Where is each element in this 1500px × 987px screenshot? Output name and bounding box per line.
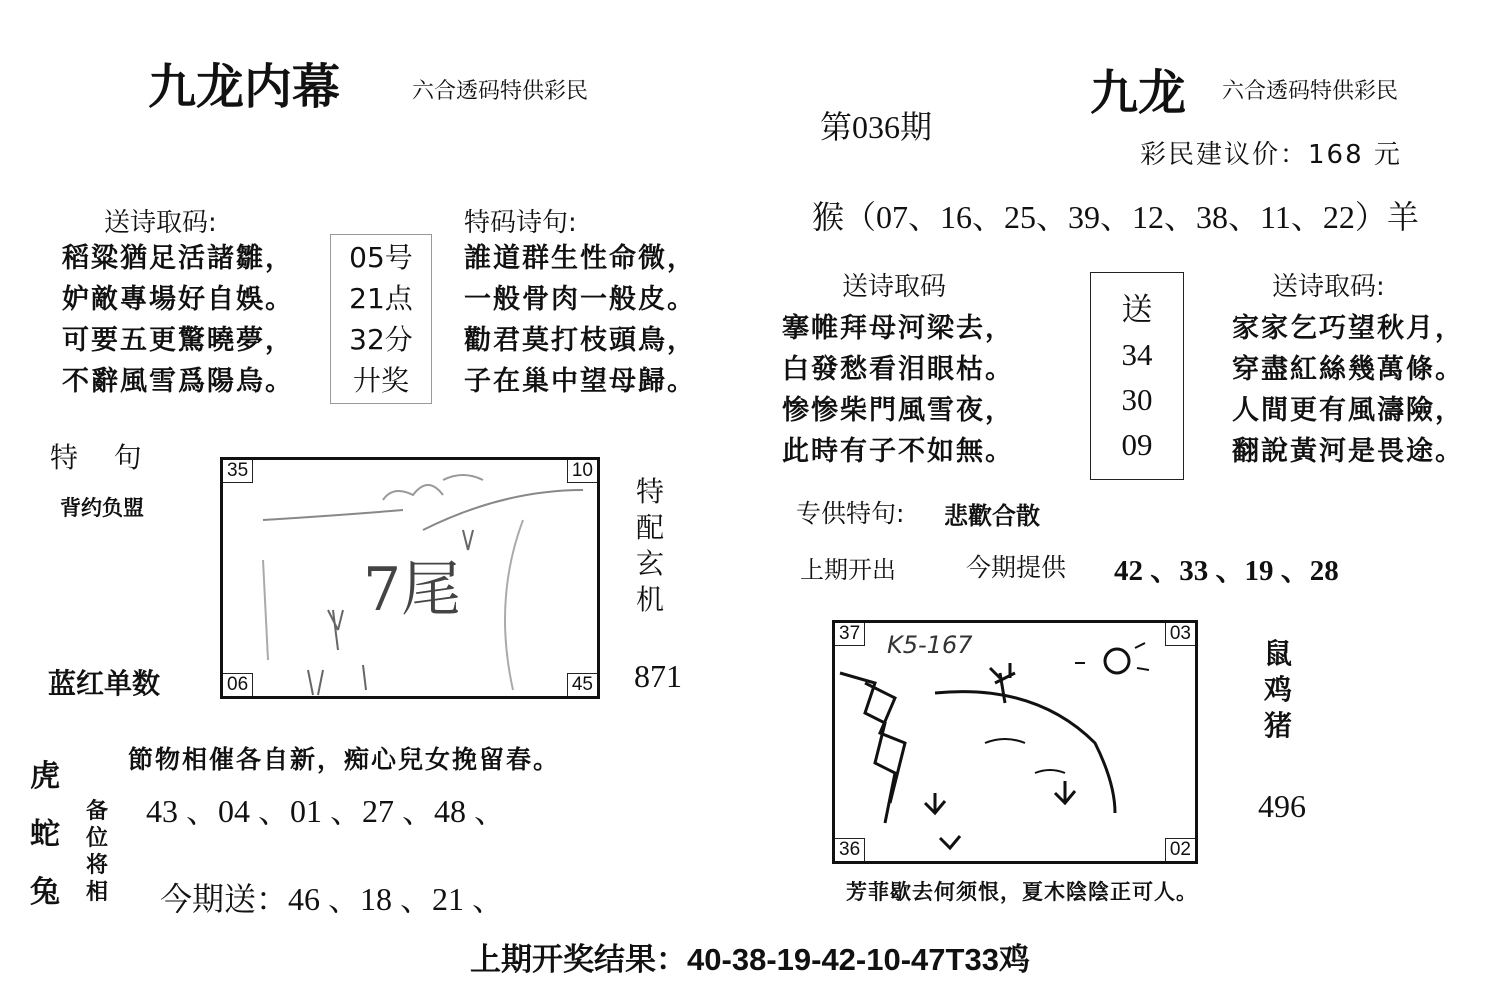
zodiac-vertical [30, 748, 60, 922]
poem-line: 妒敵專場好自娛。 [62, 284, 294, 315]
special-phrase-value: 悲歡合散 [944, 501, 1040, 530]
this-issue-send: 今期送：46 、18 、21 、 [160, 881, 505, 917]
svg-text:7尾: 7尾 [363, 555, 462, 625]
right-zodiac-number: 496 [1258, 788, 1306, 824]
bei-wei-numbers: 43 、04 、01 、27 、48 、 [146, 793, 507, 829]
right-poem-b [1232, 308, 1464, 472]
corner-number: 03 [1165, 623, 1195, 646]
poem-line: 一般骨肉一般皮。 [464, 284, 696, 315]
te-ju-label: 特 句 [50, 441, 142, 474]
provide-label: 今期提供 [966, 553, 1067, 582]
send-item: 送 [1121, 292, 1153, 327]
left-picture-caption: 蓝红单数 [48, 667, 161, 700]
corner-number: 06 [223, 673, 253, 696]
poem-line: 子在巢中望母歸。 [464, 366, 696, 397]
poem-line: 翻說黃河是畏途。 [1232, 436, 1464, 467]
footer-result: 上期开奖结果：40-38-19-42-10-47T33鸡 [470, 942, 1030, 977]
left-picture [220, 457, 600, 699]
zodiac-char: 虎 [30, 759, 60, 794]
draw-info-item: 32分 [349, 323, 413, 356]
bei-wei-char: 位 [86, 825, 109, 851]
right-zodiac-char: 鼠 [1264, 637, 1293, 670]
te-ju-value: 背约负盟 [60, 495, 144, 520]
sketch-drawing [223, 460, 597, 696]
left-poem [62, 238, 294, 402]
send-item: 30 [1121, 382, 1153, 417]
special-match-char: 特 [636, 475, 665, 508]
special-match-char: 机 [636, 583, 665, 616]
right-picture-caption: 芳菲歇去何须恨，夏木陰陰正可人。 [846, 879, 1198, 904]
draw-info-item: 21点 [349, 282, 413, 315]
poem-line: 搴帷拜母河梁去， [782, 313, 1014, 344]
poem-line: 家家乞巧望秋月， [1232, 313, 1464, 344]
draw-info-item: 廾奖 [352, 364, 409, 397]
corner-number: 37 [835, 623, 865, 646]
send-box [1090, 272, 1184, 480]
draw-info-item: 05号 [349, 241, 413, 274]
bei-wei-char: 备 [86, 798, 109, 824]
poem-line: 人間更有風濤險， [1232, 395, 1464, 426]
right-zodiac-chars [1264, 636, 1292, 744]
corner-number: 36 [835, 838, 865, 861]
corner-number: 02 [1165, 838, 1195, 861]
send-item: 34 [1121, 337, 1153, 372]
last-issue-label: 上期开出 [800, 556, 896, 584]
left-title: 九龙内幕 [148, 59, 341, 115]
right-poem-a [782, 308, 1014, 472]
right-poem-b-heading: 送诗取码: [1272, 272, 1385, 302]
poem-line: 可要五更驚曉夢， [62, 325, 294, 356]
bei-wei-char: 将 [86, 852, 109, 878]
special-match-chars [636, 474, 664, 618]
special-match-number: 871 [634, 658, 682, 694]
poem-line: 穿盡紅絲幾萬條。 [1232, 354, 1464, 385]
poem-line: 不辭風雪爲陽烏。 [62, 366, 294, 397]
right-picture [832, 620, 1198, 864]
send-item: 09 [1121, 427, 1153, 462]
provide-numbers: 42 、33 、19 、28 [1114, 555, 1339, 587]
poem-line: 誰道群生性命微， [464, 243, 696, 274]
zodiac-char: 兔 [30, 875, 60, 910]
poem-line: 此時有子不如無。 [782, 436, 1014, 467]
special-poem-heading: 特码诗句: [464, 208, 577, 238]
poem-line: 白發愁看泪眼枯。 [782, 354, 1014, 385]
festival-line: 節物相催各自新，痴心兒女挽留春。 [128, 745, 561, 774]
draw-info-box [330, 234, 432, 404]
corner-number: 45 [567, 673, 597, 696]
special-match-char: 玄 [636, 547, 665, 580]
special-match-char: 配 [636, 511, 665, 544]
special-poem [464, 238, 696, 402]
special-phrase-label: 专供特句: [796, 499, 905, 528]
right-zodiac-char: 猪 [1264, 709, 1293, 742]
zodiac-char: 蛇 [30, 817, 60, 852]
bei-wei-char: 相 [86, 879, 109, 905]
right-zodiac-char: 鸡 [1264, 673, 1293, 706]
issue-number: 第036期 [820, 109, 933, 145]
poem-line: 勸君莫打枝頭鳥， [464, 325, 696, 356]
right-title: 九龙 [1090, 65, 1187, 121]
corner-number: 35 [223, 460, 253, 483]
left-poem-heading: 送诗取码: [104, 208, 217, 238]
bei-wei-label [86, 798, 108, 906]
sketch-drawing [835, 623, 1195, 861]
right-poem-a-heading: 送诗取码 [842, 272, 947, 302]
monkey-line: 猴（07、16、25、39、12、38、11、22）羊 [812, 199, 1419, 235]
sketch-scribble: K5-167 [887, 631, 973, 659]
poem-line: 惨惨柴門風雪夜， [782, 395, 1014, 426]
corner-number: 10 [567, 460, 597, 483]
left-subtitle: 六合透码特供彩民 [412, 79, 589, 104]
right-subtitle: 六合透码特供彩民 [1222, 79, 1399, 104]
poem-line: 稻粱猶足活諸雛， [62, 243, 294, 274]
price-text: 彩民建议价：168 元 [1140, 140, 1402, 170]
